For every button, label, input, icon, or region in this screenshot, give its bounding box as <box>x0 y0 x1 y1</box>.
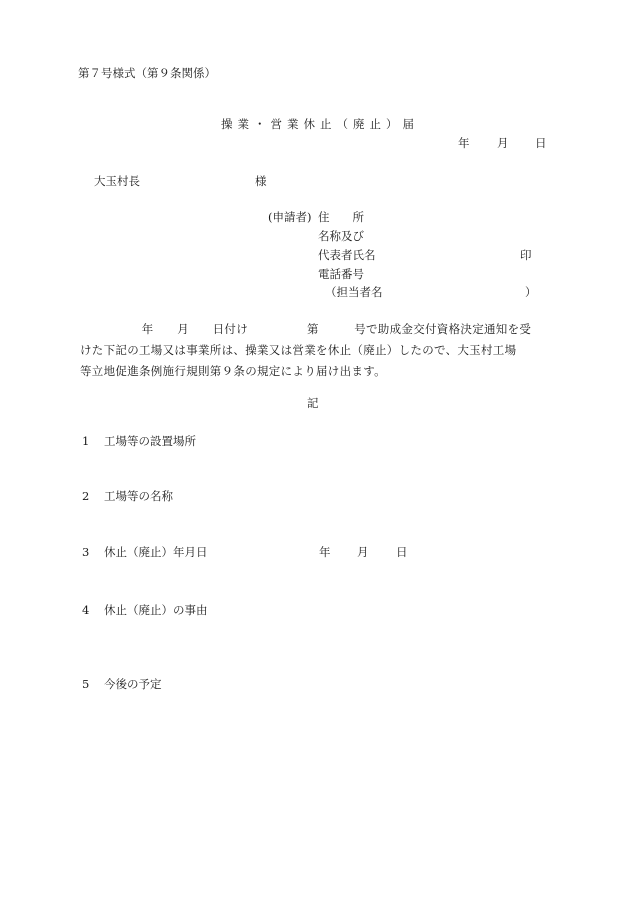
body-paragraph <box>80 319 550 382</box>
item-date-year: 年 <box>319 545 331 559</box>
phone-label: 電話番号 <box>318 267 364 281</box>
item-label: 工場等の名称 <box>104 489 173 503</box>
document-title: 操業・営業休止（廃止）届 <box>221 117 419 131</box>
item-number: 2 <box>82 489 90 503</box>
item-label: 休止（廃止）の事由 <box>104 603 208 617</box>
date-day: 日 <box>535 136 547 150</box>
item-number: 1 <box>82 434 90 448</box>
ki-heading: 記 <box>307 396 319 410</box>
address-label: 住 所 <box>318 210 364 224</box>
date-month: 月 <box>497 136 509 150</box>
item-number: 4 <box>82 603 90 617</box>
addressee-honorific: 様 <box>255 174 267 188</box>
body-line: 等立地促進条例施行規則第９条の規定により届け出ます。 <box>80 364 386 378</box>
applicant-prefix: (申請者) <box>268 210 312 224</box>
seal-mark: 印 <box>520 248 532 262</box>
form-number: 第７号様式（第９条関係） <box>78 66 216 80</box>
item-date-month: 月 <box>357 545 369 559</box>
body-line: 年 月 日付け 第 号で助成金交付資格決定通知を受 <box>130 322 532 336</box>
item-number: 5 <box>82 677 90 691</box>
contact-person-open: （担当者名 <box>325 285 383 299</box>
item-number: 3 <box>82 545 90 559</box>
name-label: 名称及び <box>318 229 364 243</box>
item-label: 休止（廃止）年月日 <box>104 545 208 559</box>
addressee-name: 大玉村長 <box>94 174 140 188</box>
item-date-day: 日 <box>396 545 408 559</box>
date-year: 年 <box>458 136 470 150</box>
body-line: けた下記の工場又は事業所は、操業又は営業を休止（廃止）したので、大玉村工場 <box>80 343 517 357</box>
contact-person-close: ） <box>525 285 537 299</box>
representative-label: 代表者氏名 <box>318 248 376 262</box>
item-label: 今後の予定 <box>104 677 162 691</box>
item-label: 工場等の設置場所 <box>104 434 196 448</box>
